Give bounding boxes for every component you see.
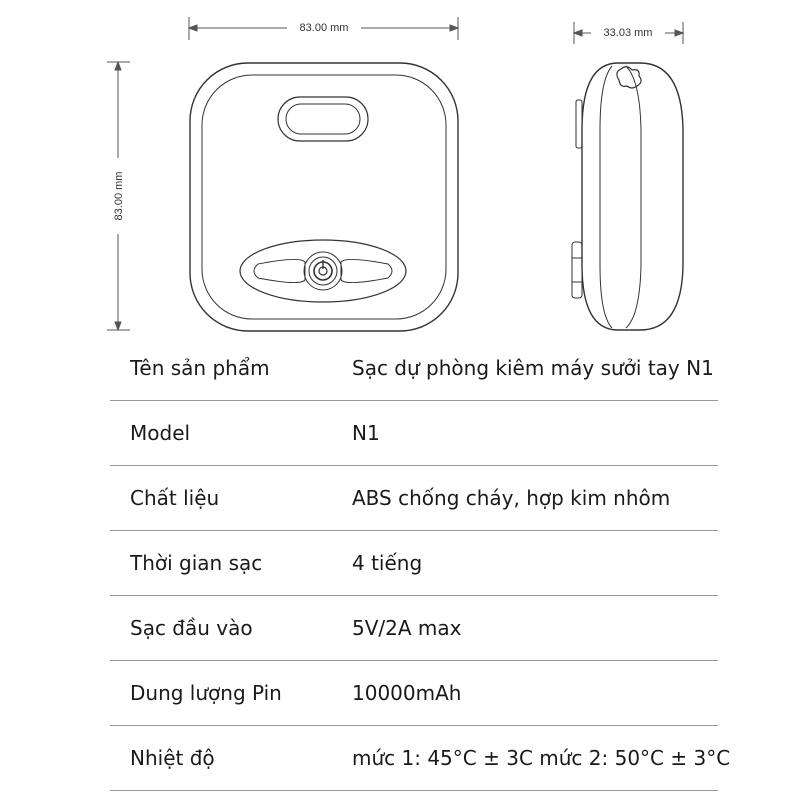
spec-row (110, 401, 718, 466)
spec-value: 5V/2A max (352, 616, 462, 640)
device-side-view (572, 63, 683, 330)
spec-label: Thời gian sạc (130, 551, 263, 575)
spec-row (110, 596, 718, 661)
spec-value: mức 1: 45°C ± 3C mức 2: 50°C ± 3°C (352, 746, 731, 770)
side-depth-label: 33.03 mm (603, 27, 653, 39)
spec-label: Dung lượng Pin (130, 681, 282, 705)
spec-row (110, 661, 718, 726)
product-dimension-drawing (0, 0, 802, 340)
spec-row (110, 466, 718, 531)
spec-label: Model (130, 421, 191, 445)
spec-table (110, 336, 731, 791)
device-front-view (190, 63, 458, 331)
spec-value: N1 (352, 421, 380, 445)
front-height-label: 83.00 mm (113, 171, 125, 221)
spec-label: Nhiệt độ (130, 746, 215, 770)
spec-row (110, 336, 718, 401)
spec-value: ABS chống cháy, hợp kim nhôm (352, 486, 671, 510)
spec-label: Chất liệu (130, 486, 220, 510)
spec-value: Sạc dự phòng kiêm máy sưởi tay N1 (352, 356, 714, 380)
spec-row (110, 726, 731, 791)
spec-label: Sạc đầu vào (130, 616, 253, 640)
spec-value: 10000mAh (352, 681, 462, 705)
spec-row (110, 531, 718, 596)
front-width-label: 83.00 mm (299, 22, 349, 34)
spec-value: 4 tiếng (352, 551, 423, 575)
spec-label: Tên sản phẩm (130, 356, 270, 380)
